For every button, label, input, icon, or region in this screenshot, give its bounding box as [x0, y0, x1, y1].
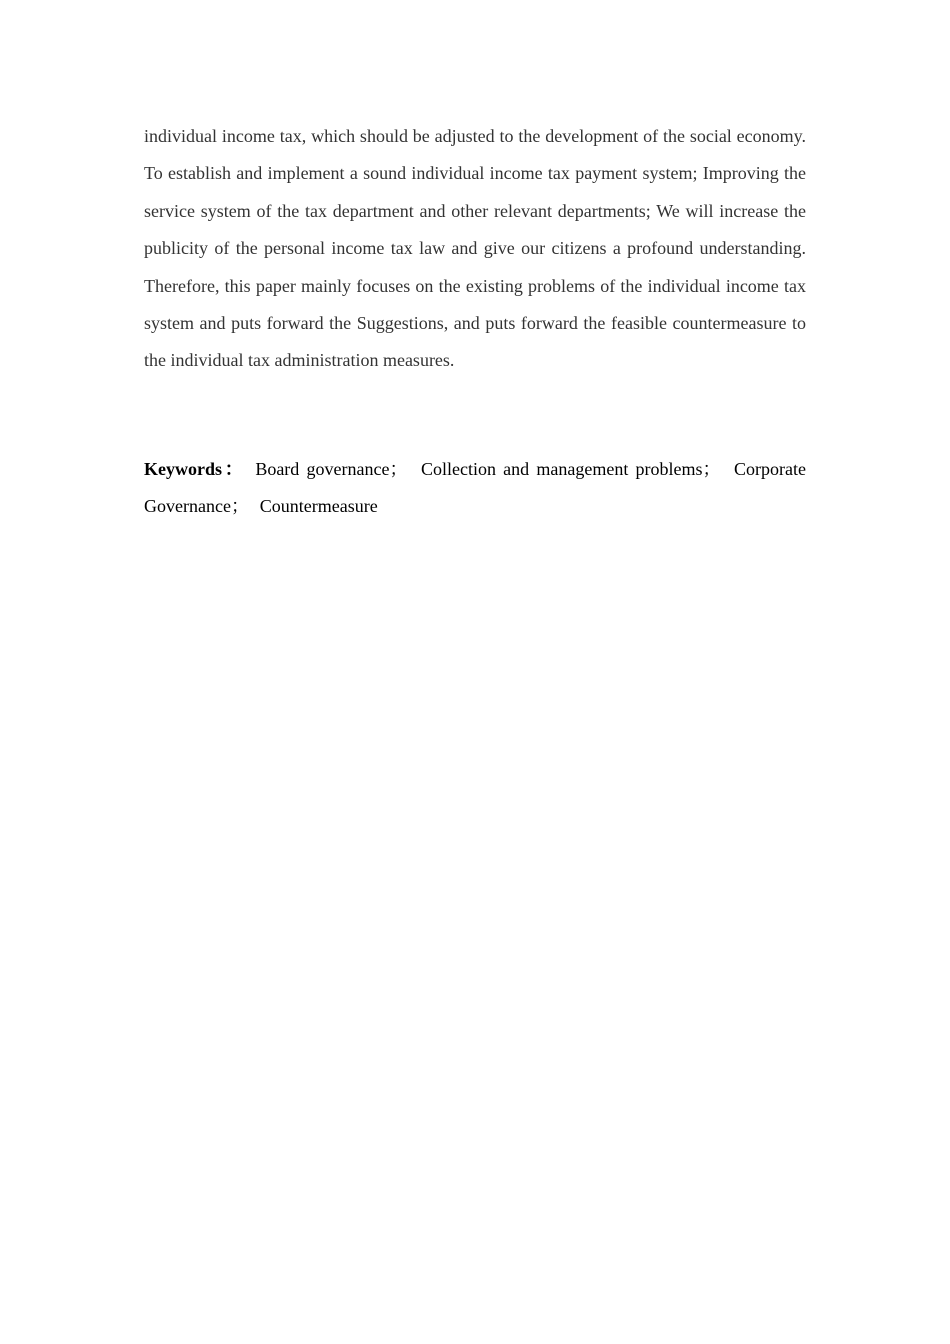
keyword-item: Corporate Governance [144, 459, 807, 517]
keyword-item: Board governance [255, 459, 390, 479]
keyword-separator: ； [389, 459, 408, 479]
keyword-separator: ； [230, 496, 249, 517]
keywords-label: Keywords： [144, 459, 246, 479]
keyword-separator: ； [702, 459, 721, 479]
keyword-item: Countermeasure [259, 496, 378, 517]
keyword-item: Collection and management problems [420, 459, 703, 479]
abstract-paragraph: individual income tax, which should be adjusted to the development of the social economy. To establish and implement a sound individual income tax payment system; Improving the service system of the tax department and other relevant departments; We will increase the publicity of the personal income tax law and give our citizens a profound understanding. Therefore, this paper mainly focuses on the existing problems of the individual income tax system and puts forward the Suggestions, and puts forward the feasible countermeasure to the individual tax administration measures. [144, 126, 806, 371]
keywords-line [144, 451, 806, 526]
